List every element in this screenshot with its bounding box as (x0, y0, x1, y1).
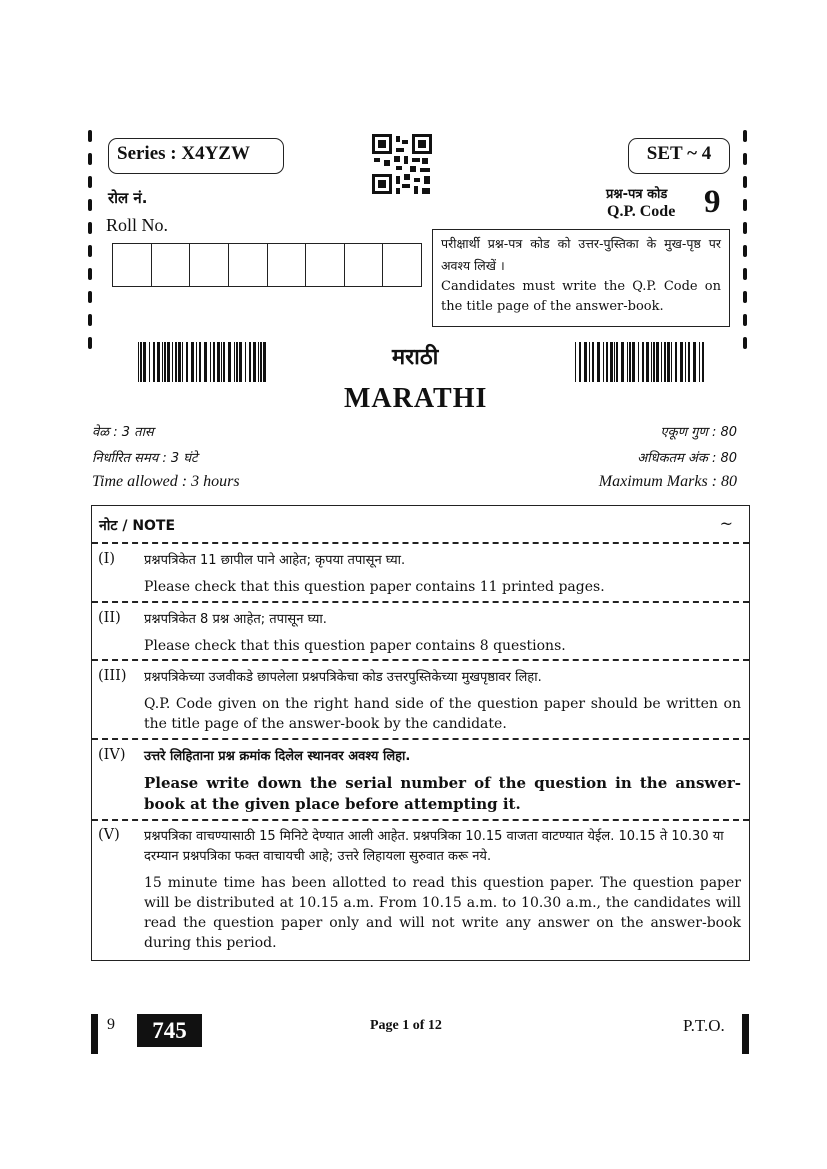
barcode-bar (167, 342, 170, 382)
roll-digit-box[interactable] (306, 244, 345, 286)
barcode-bar (221, 342, 222, 382)
registration-dash (88, 153, 92, 165)
barcode-bar (642, 342, 644, 382)
barcode-bar (236, 342, 238, 382)
barcode-bar (584, 342, 587, 382)
barcode-bar (664, 342, 666, 382)
barcode-bar (680, 342, 683, 382)
barcode-bar (614, 342, 615, 382)
barcode-bar (223, 342, 225, 382)
note-item-number: (II) (98, 610, 121, 626)
barcode-bar (157, 342, 160, 382)
barcode-bar (603, 342, 604, 382)
barcode-bar (164, 342, 166, 382)
barcode-bar (653, 342, 655, 382)
note-item-marathi: उत्तरे लिहिताना प्रश्न क्रमांक दिलेल स्थानवर अवश्य लिहा. (144, 749, 411, 764)
barcode-bar (675, 342, 677, 382)
footer-right-bar (742, 1014, 749, 1054)
barcode-bar (592, 342, 594, 382)
registration-dash (88, 314, 92, 326)
series-label: Series : X4YZW (108, 138, 284, 174)
note-item-english: Please write down the serial number of the question in the answer-book at the given place before attempting it. (144, 774, 741, 813)
roll-digit-box[interactable] (152, 244, 191, 286)
qp-code-instruction-box (432, 229, 730, 327)
note-item-english: Please check that this question paper contains 8 questions. (144, 638, 566, 654)
barcode-bar (253, 342, 256, 382)
barcode-bar (204, 342, 207, 382)
registration-dash (743, 130, 747, 142)
barcode-bar (651, 342, 652, 382)
pto-label: P.T.O. (683, 1016, 725, 1035)
barcode-bar (234, 342, 235, 382)
note-item-number: (III) (98, 668, 127, 684)
barcode-bar (688, 342, 690, 382)
barcode-bar (629, 342, 631, 382)
barcode-bar (575, 342, 576, 382)
dashed-divider (92, 819, 749, 821)
barcode-bar (667, 342, 670, 382)
registration-dash (743, 291, 747, 303)
barcode-bar (186, 342, 188, 382)
dashed-divider (92, 601, 749, 603)
subject-title-marathi: मराठी (392, 345, 439, 370)
qp-code-label-marathi: प्रश्न-पत्र कोड (606, 187, 668, 202)
barcode-bar (191, 342, 194, 382)
note-tilde: ~ (719, 514, 733, 533)
right-registration-marks (743, 130, 749, 358)
barcode-bar (213, 342, 215, 382)
barcode-bar (228, 342, 231, 382)
registration-dash (88, 222, 92, 234)
time-marathi-1: वेळ : 3 तास (92, 425, 154, 440)
qp-code-label-english: Q.P. Code (607, 203, 676, 220)
barcode-bar (621, 342, 624, 382)
barcode-bar (699, 342, 700, 382)
registration-dash (88, 130, 92, 142)
qp-code-value: 9 (704, 184, 721, 220)
barcode-bar (175, 342, 177, 382)
roll-digit-box[interactable] (383, 244, 421, 286)
barcode-bar (589, 342, 590, 382)
barcode-bar (597, 342, 600, 382)
roll-label-english: Roll No. (106, 215, 169, 235)
note-item-number: (V) (98, 827, 120, 843)
barcode-bar (610, 342, 613, 382)
barcode-bar (143, 342, 146, 382)
note-item-marathi: प्रश्नपत्रिका वाचण्यासाठी 15 मिनिटे देण्यात आली आहेत. प्रश्नपत्रिका 10.15 वाजता वाटण्यात येईल. 10.15 ते 10.30 या दरम्यान प्रश्नपत्रिका फक्त वाचायची आहे; उत्तरे लिहायला सुरुवात करू नये. (144, 829, 724, 864)
note-table (91, 505, 750, 961)
note-heading: नोट / NOTE (99, 518, 176, 534)
barcode-bar (210, 342, 211, 382)
roll-digit-box[interactable] (190, 244, 229, 286)
dashed-divider (92, 659, 749, 661)
marks-marathi-1: एकूण गुण : 80 (660, 425, 737, 440)
barcode-bar (260, 342, 262, 382)
footer-left-bar (91, 1014, 98, 1054)
barcode-bar (217, 342, 220, 382)
barcode-bar (638, 342, 639, 382)
registration-dash (88, 337, 92, 349)
registration-dash (743, 222, 747, 234)
registration-dash (88, 291, 92, 303)
barcode-bar (138, 342, 139, 382)
registration-dash (743, 245, 747, 257)
marks-marathi-2: अधिकतम अंक : 80 (637, 451, 737, 466)
roll-label-marathi: रोल नं. (108, 189, 148, 207)
subject-title-english: MARATHI (344, 383, 488, 414)
barcode-bar (685, 342, 686, 382)
dashed-divider (92, 542, 749, 544)
time-marathi-2: निर्धारित समय : 3 घंटे (92, 451, 198, 466)
footer-paper-code: 745 (137, 1014, 202, 1047)
roll-number-boxes[interactable] (112, 243, 422, 287)
barcode-bar (693, 342, 696, 382)
time-english: Time allowed : 3 hours (92, 473, 240, 490)
barcode-bar (249, 342, 251, 382)
barcode-bar (245, 342, 246, 382)
barcode-bar (172, 342, 173, 382)
note-item-marathi: प्रश्नपत्रिकेत 8 प्रश्न आहेत; तपासून घ्या. (144, 612, 327, 627)
barcode-bar (153, 342, 155, 382)
marks-english: Maximum Marks : 80 (598, 473, 737, 490)
note-item-number: (I) (98, 551, 116, 567)
registration-dash (88, 268, 92, 280)
note-item-english: Please check that this question paper contains 11 printed pages. (144, 579, 605, 595)
barcode-bar (196, 342, 197, 382)
instruction-english: Candidates must write the Q.P. Code on the title page of the answer-book. (441, 279, 721, 314)
registration-dash (743, 199, 747, 211)
barcode-bar (606, 342, 608, 382)
note-item-english: Q.P. Code given on the right hand side of the question paper should be written on the title page of the answer-book by the candidate. (144, 696, 741, 732)
barcode-bar (646, 342, 649, 382)
registration-dash (88, 245, 92, 257)
registration-dash (743, 176, 747, 188)
barcode-bar (656, 342, 659, 382)
barcode-bar (149, 342, 150, 382)
barcode-bar (661, 342, 662, 382)
registration-dash (743, 337, 747, 349)
registration-dash (743, 268, 747, 280)
barcode-bar (182, 342, 183, 382)
barcode-bar (199, 342, 201, 382)
roll-digit-box[interactable] (268, 244, 307, 286)
registration-dash (88, 176, 92, 188)
barcode-bar (258, 342, 259, 382)
qr-code-icon (372, 134, 432, 194)
roll-digit-box[interactable] (113, 244, 152, 286)
roll-digit-box[interactable] (345, 244, 384, 286)
note-item-number: (IV) (98, 747, 126, 763)
dashed-divider (92, 738, 749, 740)
barcode-bar (140, 342, 142, 382)
barcode-bar (627, 342, 628, 382)
roll-digit-box[interactable] (229, 244, 268, 286)
barcode-bar (178, 342, 181, 382)
barcode-bar (579, 342, 581, 382)
barcode-bar (632, 342, 635, 382)
barcode-bar (671, 342, 672, 382)
registration-dash (88, 199, 92, 211)
barcode-bar (702, 342, 704, 382)
page-number: Page 1 of 12 (370, 1018, 442, 1033)
set-label: SET ~ 4 (628, 138, 730, 174)
barcode-bar (239, 342, 242, 382)
note-item-marathi: प्रश्नपत्रिकेत 11 छापील पाने आहेत; कृपया तपासून घ्या. (144, 553, 406, 568)
barcode-bar (162, 342, 163, 382)
note-item-english: 15 minute time has been allotted to read this question paper. The question paper will be distributed at 10.15 a.m. From 10.15 a.m. to 10.30 a.m., the candidates will read the question paper only and will not write any answer on the answer-book during this period. (144, 875, 741, 951)
registration-dash (743, 314, 747, 326)
instruction-marathi: परीक्षार्थी प्रश्न-पत्र कोड को उत्तर-पुस्तिका के मुख-पृष्ठ पर अवश्य लिखें । (441, 236, 721, 273)
note-header (92, 506, 749, 542)
barcode-bar (263, 342, 266, 382)
registration-dash (743, 153, 747, 165)
footer-qp-code: 9 (107, 1016, 115, 1033)
barcode-bar (616, 342, 618, 382)
note-item-marathi: प्रश्नपत्रिकेच्या उजवीकडे छापलेला प्रश्नपत्रिकेचा कोड उत्तरपुस्तिकेच्या मुखपृष्ठावर लिहा. (144, 670, 542, 685)
left-registration-marks (88, 130, 94, 358)
